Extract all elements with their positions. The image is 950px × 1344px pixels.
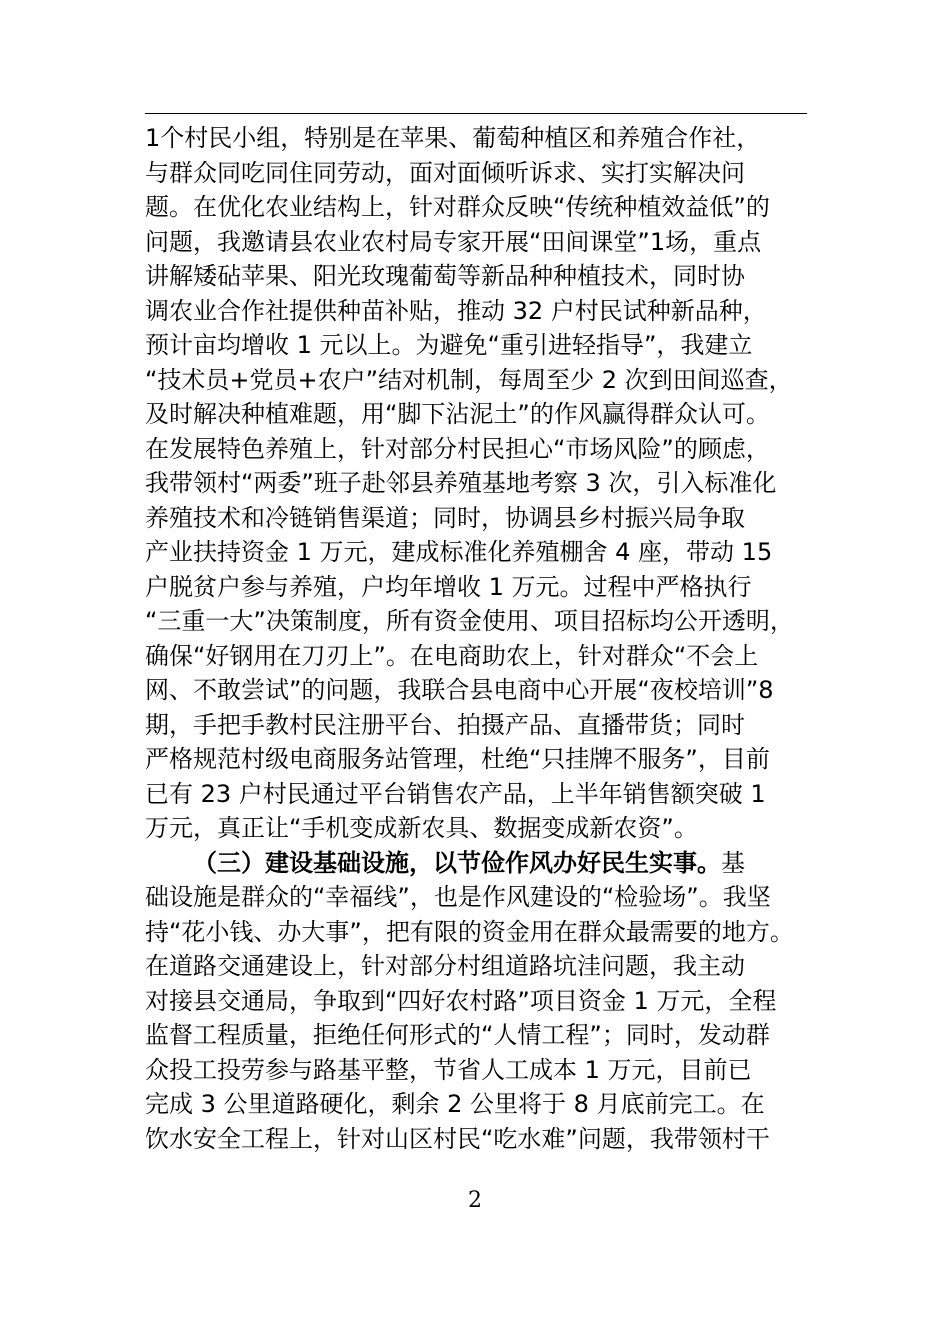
text-line: 讲解矮砧苹果、阳光玫瑰葡萄等新品种种植技术，同时协 bbox=[145, 262, 745, 290]
header-rule bbox=[145, 113, 807, 114]
text-line: 及时解决种植难题，用“脚下沾泥土”的作风赢得群众认可。 bbox=[145, 400, 770, 428]
text-line: 严格规范村级电商服务站管理，杜绝“只挂牌不服务”，目前 bbox=[145, 745, 770, 773]
text-line: 完成 3 公里道路硬化，剩余 2 公里将于 8 月底前完工。在 bbox=[145, 1090, 765, 1118]
text-line: 调农业合作社提供种苗补贴，推动 32 户村民试种新品种， bbox=[145, 296, 767, 325]
text-line: 在发展特色养殖上，针对部分村民担心“市场风险”的顾虑， bbox=[145, 434, 770, 463]
text-line: 我带领村“两委”班子赴邻县养殖基地考察 3 次，引入标准化 bbox=[145, 469, 777, 497]
section-first-line-rest: 基 bbox=[721, 848, 745, 877]
text-line: 与群众同吃同住同劳动，面对面倾听诉求、实打实解决问 bbox=[145, 158, 745, 187]
document-body bbox=[145, 121, 835, 1156]
text-line: 在道路交通建设上，针对部分村组道路坑洼问题，我主动 bbox=[145, 952, 745, 980]
text-line: 确保“好钢用在刀刃上”。在电商助农上，针对群众“不会上 bbox=[145, 641, 759, 670]
text-line: 万元，真正让“手机变成新农具、数据变成新农资”。 bbox=[145, 814, 698, 842]
text-line: 户脱贫户参与养殖，户均年增收 1 万元。过程中严格执行 bbox=[145, 572, 752, 601]
text-line: 网、不敢尝试”的问题，我联合县电商中心开展“夜校培训”8 bbox=[145, 676, 774, 704]
text-line: 持“花小钱、办大事”，把有限的资金用在群众最需要的地方。 bbox=[145, 917, 794, 946]
text-line: 题。在优化农业结构上，针对群众反映“传统种植效益低”的 bbox=[145, 193, 770, 221]
section-heading: （三）建设基础设施，以节俭作风办好民生实事。 bbox=[193, 848, 721, 877]
section-first-line bbox=[145, 846, 835, 881]
text-line: “三重一大”决策制度，所有资金使用、项目招标均公开透明， bbox=[145, 607, 794, 635]
text-line: “技术员+党员+农户”结对机制，每周至少 2 次到田间巡查， bbox=[145, 365, 793, 394]
text-line: 饮水安全工程上，针对山区村民“吃水难”问题，我带领村干 bbox=[145, 1124, 770, 1153]
text-line: 1个村民小组，特别是在苹果、葡萄种植区和养殖合作社， bbox=[145, 124, 761, 152]
text-line: 期，手把手教村民注册平台、拍摄产品、直播带货；同时 bbox=[145, 710, 745, 739]
text-line: 监督工程质量，拒绝任何形式的“人情工程”；同时，发动群 bbox=[145, 1021, 770, 1049]
text-line: 众投工投劳参与路基平整，节省人工成本 1 万元，目前已 bbox=[145, 1055, 752, 1084]
text-line: 预计亩均增收 1 元以上。为避免“重引进轻指导”，我建立 bbox=[145, 331, 753, 359]
text-line: 础设施是群众的“幸福线”，也是作风建设的“检验场”。我坚 bbox=[145, 883, 771, 911]
text-line: 问题，我邀请县农业农村局专家开展“田间课堂”1场，重点 bbox=[145, 227, 762, 256]
page-number: 2 bbox=[468, 1188, 482, 1213]
text-line: 已有 23 户村民通过平台销售农产品，上半年销售额突破 1 bbox=[145, 779, 766, 808]
text-line: 对接县交通局，争取到“四好农村路”项目资金 1 万元，全程 bbox=[145, 986, 777, 1015]
text-line: 产业扶持资金 1 万元，建成标准化养殖棚舍 4 座，带动 15 bbox=[145, 538, 773, 566]
text-line: 养殖技术和冷链销售渠道；同时，协调县乡村振兴局争取 bbox=[145, 503, 745, 532]
